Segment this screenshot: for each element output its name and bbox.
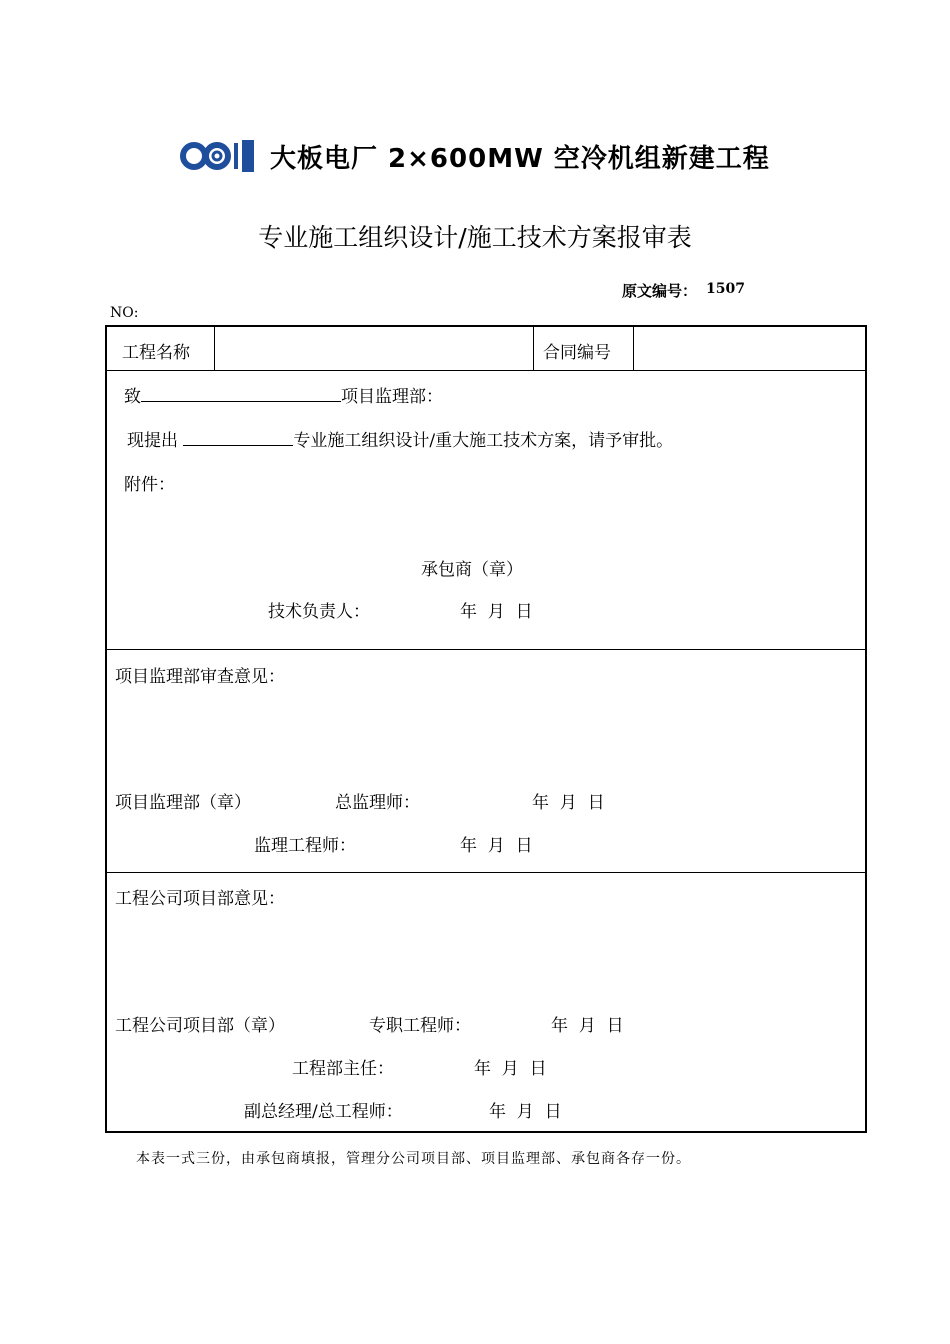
to-suffix: 项目监理部：: [341, 387, 443, 407]
project-name-field[interactable]: [224, 338, 524, 362]
deputy-gm-label: 副总经理/总工程师：: [244, 1102, 403, 1122]
addressee-line: [124, 382, 443, 407]
chief-supervisor-date: 年 月 日: [532, 793, 605, 813]
engineering-director-date: 年 月 日: [474, 1059, 547, 1079]
divider-col-3: [633, 326, 634, 370]
original-number-value: 1507: [706, 281, 745, 297]
to-prefix: 致: [124, 387, 141, 407]
tech-lead-date: 年 月 日: [460, 602, 533, 622]
attachment-label: 附件：: [124, 475, 175, 495]
project-name-label: 工程名称: [122, 343, 190, 363]
divider-col-1: [214, 326, 215, 370]
contract-number-field[interactable]: [643, 338, 858, 362]
chief-supervisor-label: 总监理师：: [335, 793, 420, 813]
original-number-label: 原文编号：: [622, 282, 698, 300]
specialty-blank[interactable]: [183, 429, 293, 446]
company-opinion-label: 工程公司项目部意见：: [115, 889, 285, 909]
supervision-opinion-label: 项目监理部审查意见：: [115, 667, 285, 687]
form-number-label: NO:: [110, 305, 139, 321]
engineering-director-label: 工程部主任：: [292, 1059, 394, 1079]
contractor-seal-label: 承包商（章）: [421, 560, 523, 580]
present-prefix: 现提出: [127, 431, 178, 451]
contract-number-label: 合同编号: [543, 343, 611, 363]
footer-note: 本表一式三份，由承包商填报，管理分公司项目部、项目监理部、承包商各存一份。: [136, 1151, 691, 1167]
supervising-engineer-label: 监理工程师：: [254, 836, 356, 856]
tech-lead-label: 技术负责人：: [268, 602, 370, 622]
divider-header-row: [105, 370, 867, 371]
project-title: 大板电厂 2×600MW 空冷机组新建工程: [270, 144, 770, 174]
divider-col-2: [533, 326, 534, 370]
supervision-dept-blank[interactable]: [141, 385, 341, 402]
company-seal-label: 工程公司项目部（章）: [115, 1016, 285, 1036]
specialist-engineer-date: 年 月 日: [551, 1016, 624, 1036]
supervision-seal-label: 项目监理部（章）: [115, 793, 251, 813]
divider-submission: [105, 649, 867, 650]
form-title: 专业施工组织设计/施工技术方案报审表: [258, 223, 692, 252]
company-logo: [180, 138, 260, 174]
deputy-gm-date: 年 月 日: [489, 1102, 562, 1122]
present-suffix: 专业施工组织设计/重大施工技术方案，请予审批。: [293, 431, 674, 451]
supervising-engineer-date: 年 月 日: [460, 836, 533, 856]
specialist-engineer-label: 专职工程师：: [369, 1016, 471, 1036]
divider-supervision: [105, 872, 867, 873]
submission-statement: [127, 426, 673, 451]
